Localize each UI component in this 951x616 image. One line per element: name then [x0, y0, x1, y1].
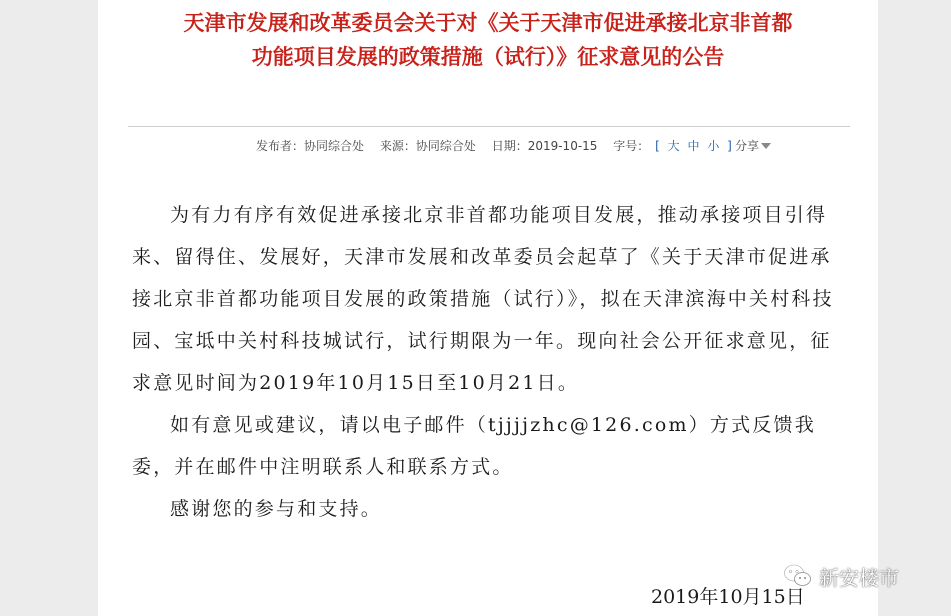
right-gutter: [878, 0, 951, 616]
font-size-switch: [653, 139, 734, 153]
font-size-bracket-open: [: [655, 139, 660, 153]
share-button[interactable]: [735, 127, 771, 165]
article-meta-bar: [128, 126, 850, 165]
publish-date-label: 日期：2019-10-15: [491, 139, 598, 153]
article-paragraph-3: 感谢您的参与和支持。: [170, 498, 383, 520]
font-size-medium-button[interactable]: 中: [687, 139, 700, 153]
article-paragraph-2: 如有意见或建议，请以电子邮件（tjjjjzhc@126.com）方式反馈我委，并在邮件中注明联系人和联系方式。: [132, 414, 816, 478]
source-label: 来源：协同综合处: [379, 139, 476, 153]
watermark-text: 新安楼市: [819, 565, 899, 590]
page-title-line-2: 功能项目发展的政策措施（试行）》征求意见的公告: [251, 45, 725, 69]
article-page: [98, 0, 878, 616]
watermark: [783, 561, 899, 591]
chevron-down-icon: [761, 143, 771, 149]
wechat-icon: [783, 563, 813, 589]
signature-date: 2019年10月15日: [651, 586, 805, 608]
article-meta-row: [256, 127, 734, 165]
font-size-bracket-close: ]: [727, 139, 732, 153]
left-gutter: [0, 0, 98, 616]
font-size-small-button[interactable]: 小: [707, 139, 720, 153]
article-body: [132, 194, 852, 530]
page-title-line-1: 天津市发展和改革委员会关于对《关于天津市促进承接北京非首都: [183, 11, 793, 35]
share-label: 分享: [735, 139, 760, 153]
font-size-label: 字号：: [613, 139, 650, 153]
page-title: [98, 6, 878, 74]
article-paragraph-1: 为有力有序有效促进承接北京非首都功能项目发展，推动承接项目引得来、留得住、发展好，天津市发展和改革委员会起草了《关于天津市促进承接北京非首都功能项目发展的政策措施（试行）》，拟在天津滨海中关村科技园、宝坻中关村科技城试行，试行期限为一年。现向社会公开征求意见，征求意见时间为2019年10月15日至10月21日。: [132, 204, 834, 394]
font-size-large-button[interactable]: 大: [667, 139, 680, 153]
publisher-label: 发布者：协同综合处: [256, 139, 365, 153]
